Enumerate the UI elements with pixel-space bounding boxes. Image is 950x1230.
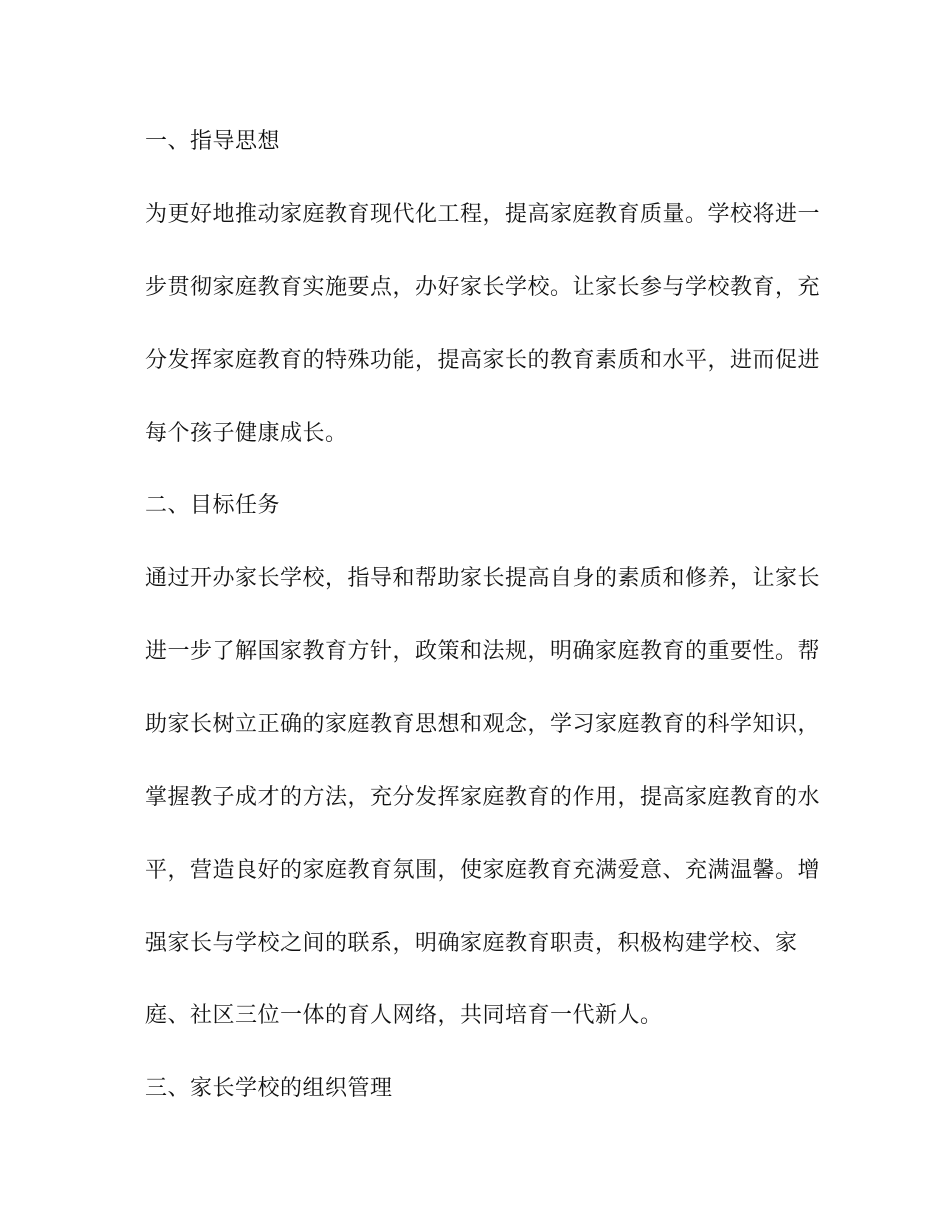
paragraph-line: 进一步了解国家教育方针，政策和法规，明确家庭教育的重要性。帮 xyxy=(145,639,821,664)
paragraph-line: 平，营造良好的家庭教育氛围，使家庭教育充满爱意、充满温馨。增 xyxy=(145,858,821,883)
paragraph-line: 通过开办家长学校，指导和帮助家长提高自身的素质和修养，让家长 xyxy=(145,566,821,591)
paragraph-line: 助家长树立正确的家庭教育思想和观念，学习家庭教育的科学知识， xyxy=(145,712,821,737)
paragraph-line: 每个孩子健康成长。 xyxy=(145,421,348,446)
paragraph-line: 步贯彻家庭教育实施要点，办好家长学校。让家长参与学校教育，充 xyxy=(145,275,821,300)
paragraph-line: 分发挥家庭教育的特殊功能，提高家长的教育素质和水平，进而促进 xyxy=(145,348,821,373)
paragraph-line: 掌握教子成才的方法，充分发挥家庭教育的作用，提高家庭教育的水 xyxy=(145,785,821,810)
heading-goals-tasks: 二、目标任务 xyxy=(145,493,281,518)
heading-organization-management: 三、家长学校的组织管理 xyxy=(145,1076,393,1101)
paragraph-line: 强家长与学校之间的联系，明确家庭教育职责，积极构建学校、家 xyxy=(145,931,798,956)
heading-guiding-ideology: 一、指导思想 xyxy=(145,129,281,154)
paragraph-line: 庭、社区三位一体的育人网络，共同培育一代新人。 xyxy=(145,1003,663,1028)
paragraph-line: 为更好地推动家庭教育现代化工程，提高家庭教育质量。学校将进一 xyxy=(145,202,821,227)
